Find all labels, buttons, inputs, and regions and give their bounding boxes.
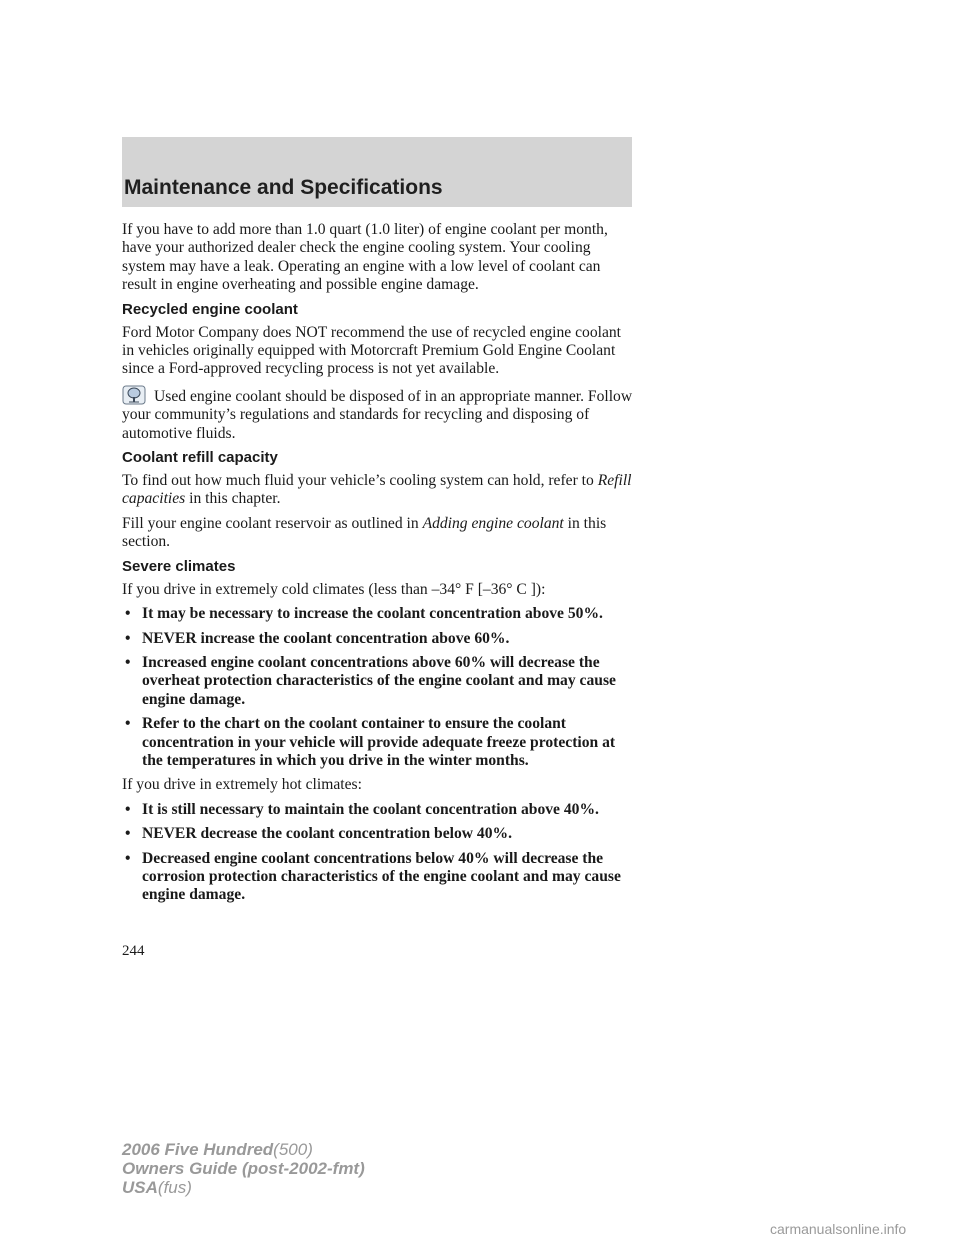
refill-paragraph	[122, 472, 634, 509]
list-item: • NEVER decrease the coolant concentration below 40%.	[125, 825, 513, 843]
list-item: • It is still necessary to maintain the coolant concentration above 40%.	[125, 800, 599, 818]
heading-refill-capacity: Coolant refill capacity	[122, 449, 278, 467]
recycled-paragraph: Ford Motor Company does NOT recommend the use of recycled engine coolant in vehicles originally equipped with Motorcraft Premium Gold Engine Coolant since a Ford-approved recycling process is not yet available.	[122, 323, 622, 378]
cold-climate-list	[122, 605, 634, 770]
hot-climate-list	[122, 801, 634, 905]
intro-paragraph: If you have to add more than 1.0 quart (1.0 liter) of engine coolant per month, have your authorized dealer check the engine cooling system. Your cooling system may have a leak. Operating an engine with a low level of coolant can result in engine overheating and possible engine damage.	[122, 221, 608, 294]
watermark: carmanualsonline.info	[770, 1221, 907, 1237]
fill-text-b: in this section.	[122, 514, 607, 551]
adding-coolant-reference: Adding engine coolant	[422, 514, 564, 532]
footer-line-3: USA(fus)	[122, 1178, 192, 1197]
bullet: •	[125, 825, 131, 843]
fill-paragraph	[122, 515, 634, 552]
fill-text-a: Fill your engine coolant reservoir as outlined in	[122, 514, 419, 532]
bullet: •	[125, 849, 131, 867]
hot-climate-intro: If you drive in extremely hot climates:	[122, 776, 362, 794]
page-title: Maintenance and Specifications	[124, 176, 443, 199]
refill-capacities-reference: Refill capacities	[122, 472, 632, 508]
list-item: • Refer to the chart on the coolant container to ensure the coolant concentration in your vehicle will provide adequate freeze protection at the temperatures in which you drive in the winter months.	[125, 715, 616, 769]
footer-line-2: Owners Guide (post-2002-fmt)	[122, 1159, 365, 1178]
page-content	[122, 221, 634, 911]
list-item: • Increased engine coolant concentrations above 60% will decrease the overheat protection characteristics of the engine coolant and may cause engine damage.	[125, 653, 616, 708]
heading-recycled-coolant: Recycled engine coolant	[122, 300, 298, 318]
list-item: • It may be necessary to increase the coolant concentration above 50%.	[125, 605, 603, 623]
environment-tree-icon	[122, 385, 146, 405]
footer-line-1: 2006 Five Hundred(500)	[122, 1140, 313, 1159]
page-number: 244	[122, 943, 145, 959]
bullet: •	[125, 629, 131, 647]
cold-climate-intro: If you drive in extremely cold climates (less than –34° F [–36° C ]):	[122, 580, 546, 598]
environment-paragraph	[122, 385, 634, 443]
bullet: •	[125, 715, 131, 733]
bullet: •	[125, 800, 131, 818]
bullet: •	[125, 605, 131, 623]
heading-severe-climates: Severe climates	[122, 557, 236, 575]
document-footer	[122, 1140, 365, 1197]
environment-text: Used engine coolant should be disposed of in an appropriate manner. Follow your community’s regulations and standards for recycling and disposing of automotive fluids.	[122, 387, 633, 442]
list-item: • Decreased engine coolant concentrations below 40% will decrease the corrosion protection characteristics of the engine coolant and may cause engine damage.	[125, 849, 621, 904]
bullet: •	[125, 653, 131, 671]
refill-text-a: To find out how much fluid your vehicle’s cooling system can hold, refer to	[122, 472, 594, 490]
list-item: • NEVER increase the coolant concentration above 60%.	[125, 629, 510, 647]
refill-text-b: in this chapter.	[189, 490, 281, 508]
